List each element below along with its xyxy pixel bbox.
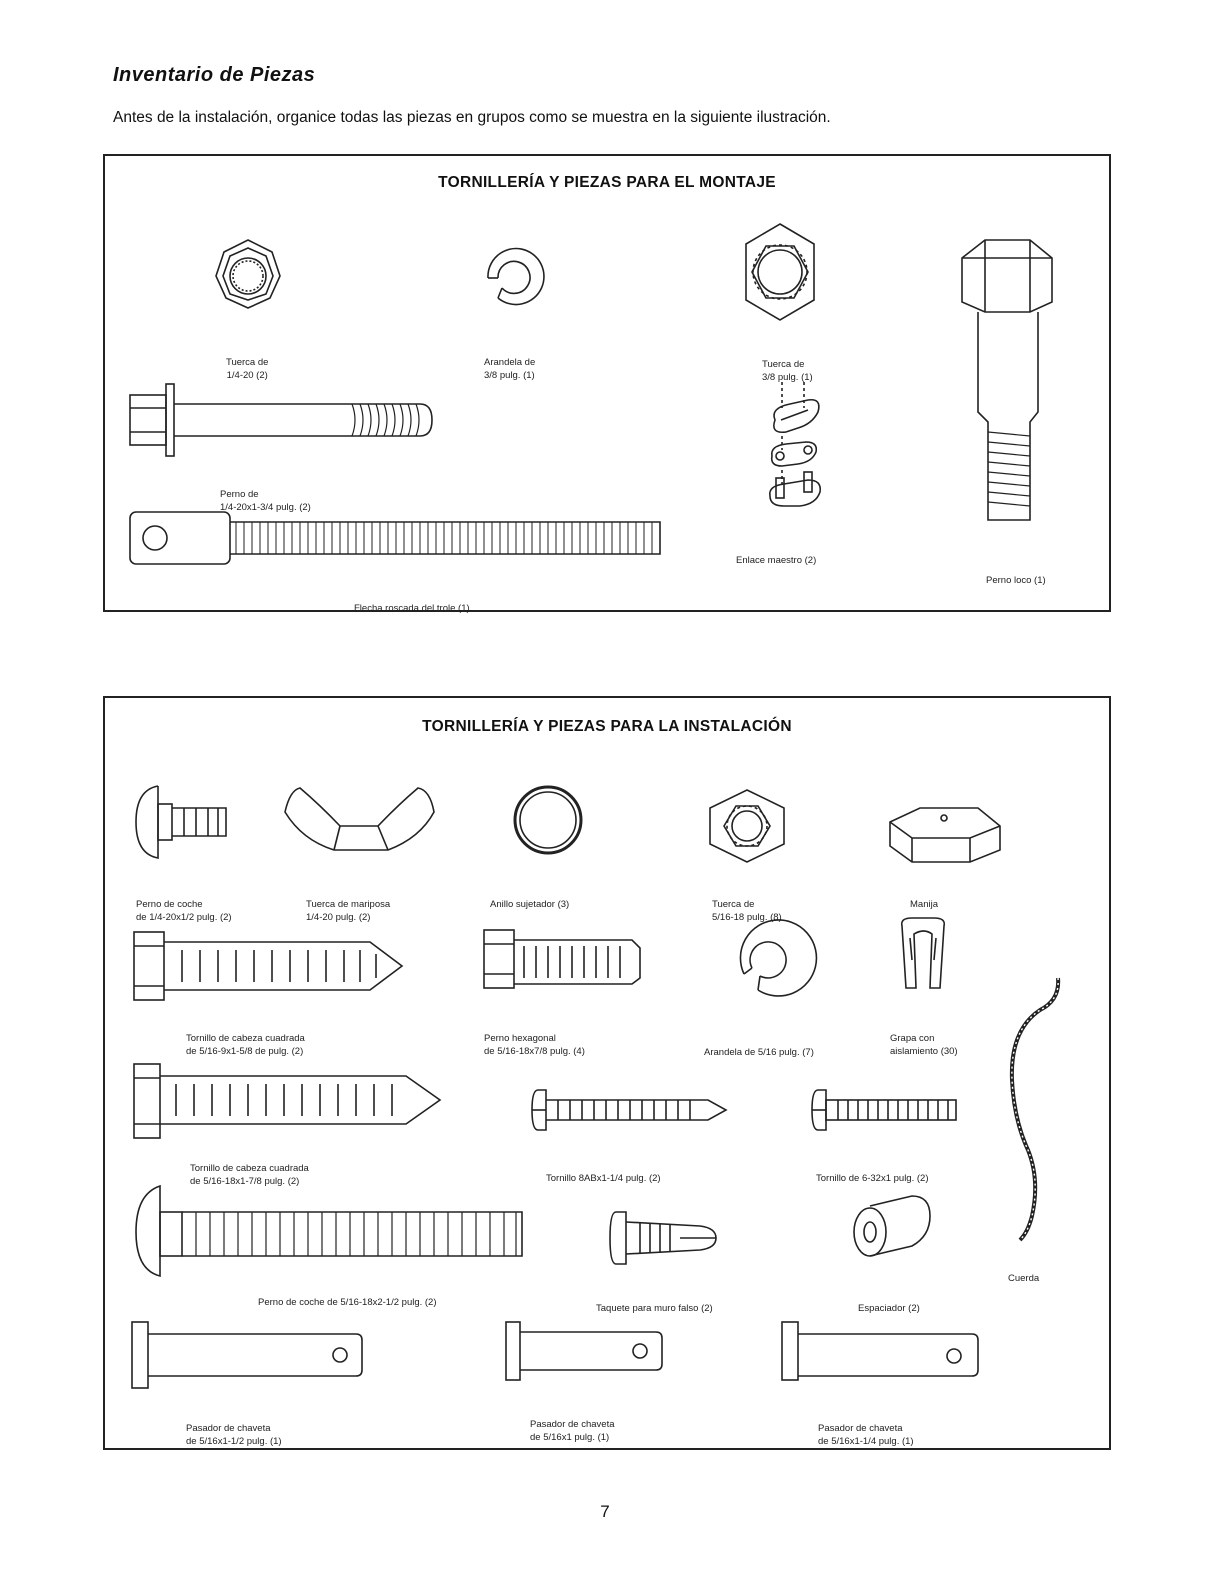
caption-clevis-pin-2: Pasador de chaveta de 5/16x1 pulg. (1): [530, 1419, 615, 1443]
caption-bolt-1-4: Perno de 1/4-20x1-3/4 pulg. (2): [220, 489, 311, 513]
caption-clevis-pin-3: Pasador de chaveta de 5/16x1-1/4 pulg. (1): [818, 1423, 914, 1447]
hex-nut-icon: [746, 224, 814, 320]
caption-lag-screw-2: Tornillo de cabeza cuadrada de 5/16-18x1-7/8 pulg. (2): [190, 1163, 309, 1187]
mount-heading: TORNILLERÍA Y PIEZAS PARA EL MONTAJE: [438, 174, 776, 191]
caption-carriage-bolt-long: Perno de coche de 5/16-18x2-1/2 pulg. (2): [258, 1297, 437, 1308]
install-hardware-panel: [103, 696, 1111, 1450]
caption-wing-nut: Tuerca de mariposa 1/4-20 pulg. (2): [306, 899, 391, 923]
flange-bolt-icon: [130, 384, 432, 456]
caption-spacer: Espaciador (2): [858, 1303, 920, 1314]
idler-bolt-icon: [962, 240, 1052, 520]
split-washer-icon: [488, 249, 544, 305]
caption-master-link: Enlace maestro (2): [736, 555, 817, 566]
caption-rope: Cuerda: [1008, 1273, 1040, 1284]
caption-drywall-anchor: Taquete para muro falso (2): [596, 1303, 713, 1314]
threaded-shaft-icon: [130, 512, 660, 564]
caption-lag-screw-1: Tornillo de cabeza cuadrada de 5/16-9x1-5/8 de pulg. (2): [186, 1033, 305, 1057]
page-number: 7: [600, 1502, 610, 1521]
caption-carriage-bolt-small: Perno de coche de 1/4-20x1/2 pulg. (2): [136, 899, 232, 923]
lock-nut-icon: [216, 240, 280, 308]
caption-idler-bolt: Perno loco (1): [986, 575, 1046, 586]
page-title: Inventario de Piezas: [113, 64, 316, 86]
caption-machine-screw: Tornillo de 6-32x1 pulg. (2): [816, 1173, 929, 1184]
caption-hex-nut-3-8: Tuerca de 3/8 pulg. (1): [762, 359, 813, 383]
install-heading: TORNILLERÍA Y PIEZAS PARA LA INSTALACIÓN: [422, 718, 792, 735]
caption-washer-5-16: Arandela de 5/16 pulg. (7): [704, 1047, 814, 1058]
caption-hex-bolt: Perno hexagonal de 5/16-18x7/8 pulg. (4): [484, 1033, 585, 1057]
caption-insulated-staple: Grapa con aislamiento (30): [890, 1033, 958, 1057]
caption-tapping-screw: Tornillo 8ABx1-1/4 pulg. (2): [546, 1173, 661, 1184]
caption-threaded-shaft: Flecha roscada del trole (1): [354, 603, 470, 614]
caption-clevis-pin-1: Pasador de chaveta de 5/16x1-1/2 pulg. (1): [186, 1423, 282, 1447]
caption-washer-3-8: Arandela de 3/8 pulg. (1): [484, 357, 536, 381]
intro-text: Antes de la instalación, organice todas las piezas en grupos como se muestra en la siguiente ilustración.: [113, 109, 831, 126]
caption-retaining-ring: Anillo sujetador (3): [490, 899, 570, 910]
caption-handle: Manija: [910, 899, 938, 910]
master-link-icon: [770, 382, 820, 506]
caption-hex-nut-5-16: Tuerca de 5/16-18 pulg. (8): [712, 899, 782, 923]
caption-lock-nut: Tuerca de 1/4-20 (2): [226, 357, 269, 381]
